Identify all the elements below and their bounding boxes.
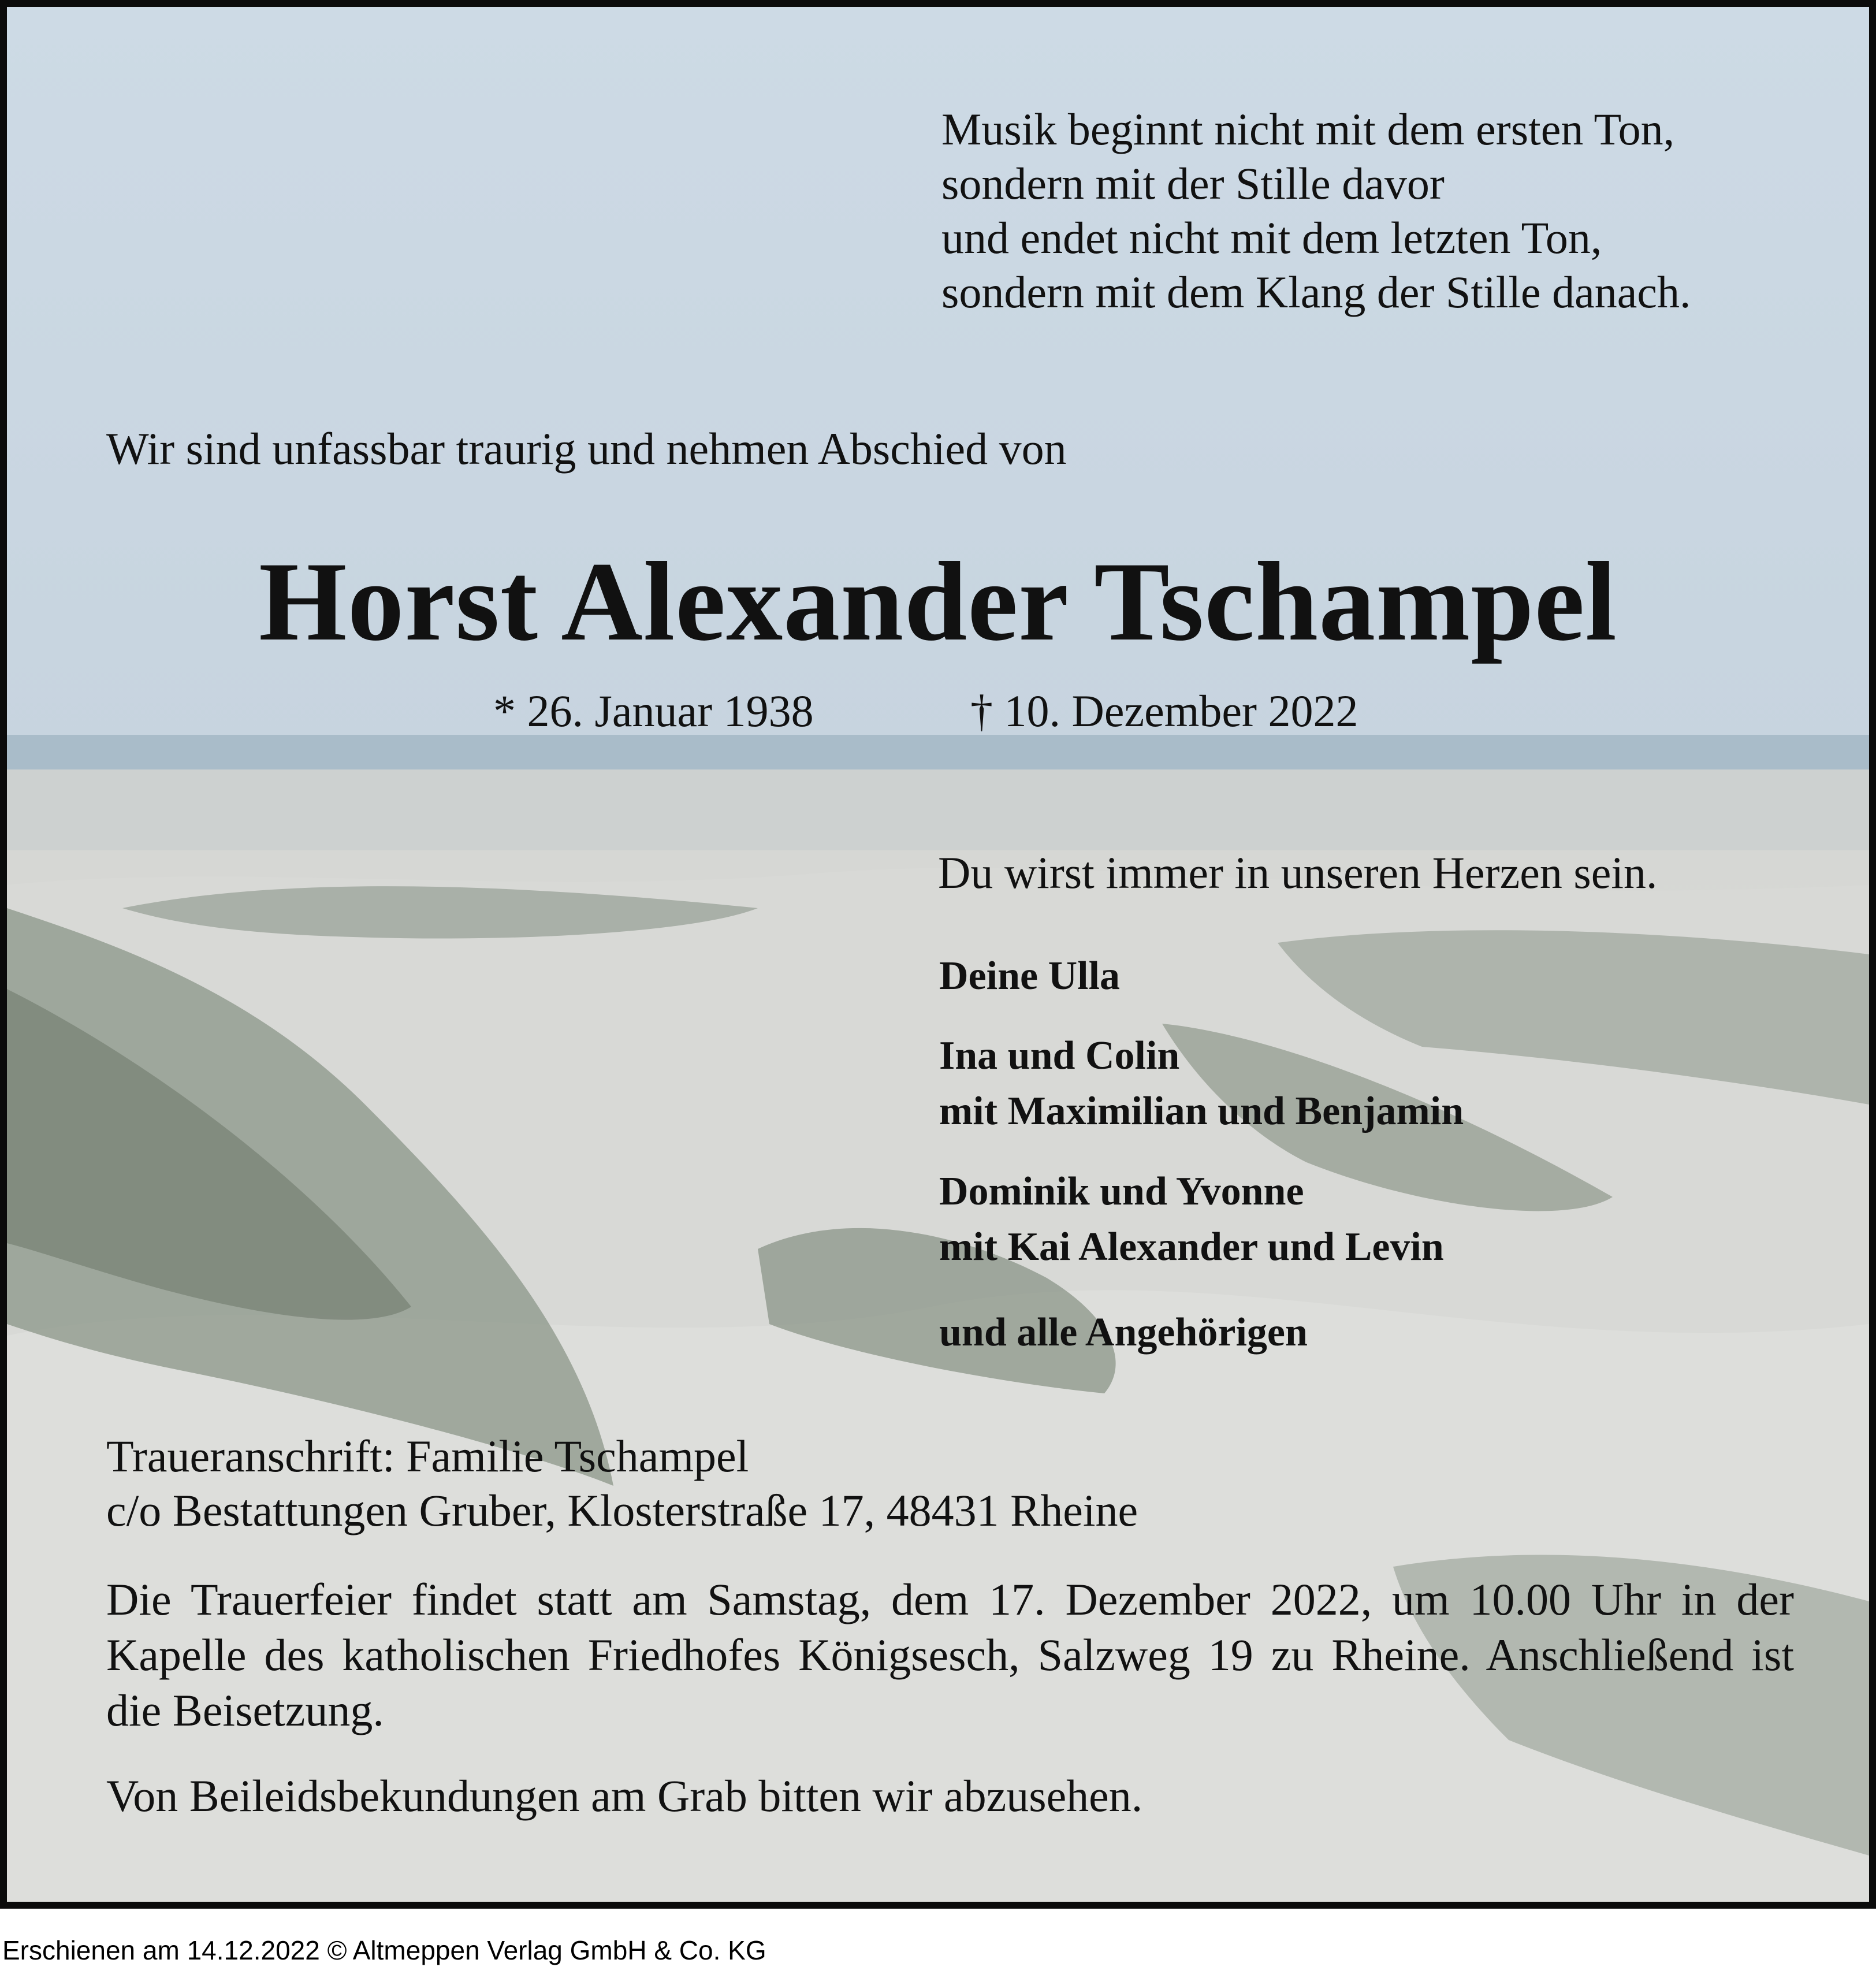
condolences-note: Von Beileidsbekundungen am Grab bitten wir abzusehen. bbox=[106, 1771, 1143, 1821]
quote-block bbox=[941, 102, 1691, 319]
ceremony-text: Die Trauerfeier findet statt am Samstag, dem 17. Dezember 2022, um 10.00 Uhr in der Kapelle des katholischen Friedhofes Königsesch, Salzweg 19 zu Rheine. Anschließend ist die Beisetzung. bbox=[106, 1574, 1794, 1735]
mourner-line: Dominik und Yvonne bbox=[939, 1169, 1304, 1214]
intro-text: Wir sind unfassbar traurig und nehmen Abschied von bbox=[106, 423, 1067, 474]
quote-line: Musik beginnt nicht mit dem ersten Ton, bbox=[941, 104, 1675, 154]
quote-line: sondern mit dem Klang der Stille danach. bbox=[941, 267, 1691, 317]
mourner-line: Ina und Colin bbox=[939, 1033, 1180, 1078]
mourner-line: und alle Angehörigen bbox=[939, 1310, 1308, 1355]
motto-text: Du wirst immer in unseren Herzen sein. bbox=[938, 847, 1658, 898]
mourner-group bbox=[939, 949, 1120, 1004]
mourner-group bbox=[939, 1028, 1464, 1139]
mourning-address bbox=[106, 1429, 1138, 1538]
birth-date: * 26. Januar 1938 bbox=[493, 686, 814, 736]
mourner-group bbox=[939, 1305, 1308, 1360]
sea-horizon bbox=[7, 735, 1869, 775]
mourner-line: mit Kai Alexander und Levin bbox=[939, 1225, 1444, 1269]
publication-footer: Erschienen am 14.12.2022 © Altmeppen Verlag GmbH & Co. KG bbox=[2, 1935, 766, 1965]
quote-line: und endet nicht mit dem letzten Ton, bbox=[941, 213, 1602, 263]
mourner-group bbox=[939, 1164, 1444, 1275]
mourner-line: mit Maximilian und Benjamin bbox=[939, 1089, 1464, 1133]
deceased-name: Horst Alexander Tschampel bbox=[259, 539, 1617, 664]
address-line: Traueranschrift: Familie Tschampel bbox=[106, 1431, 749, 1481]
death-date: † 10. Dezember 2022 bbox=[970, 686, 1358, 736]
address-line: c/o Bestattungen Gruber, Klosterstraße 17, 48431 Rheine bbox=[106, 1485, 1138, 1535]
mourner-line: Deine Ulla bbox=[939, 954, 1121, 998]
quote-line: sondern mit der Stille davor bbox=[941, 158, 1445, 209]
